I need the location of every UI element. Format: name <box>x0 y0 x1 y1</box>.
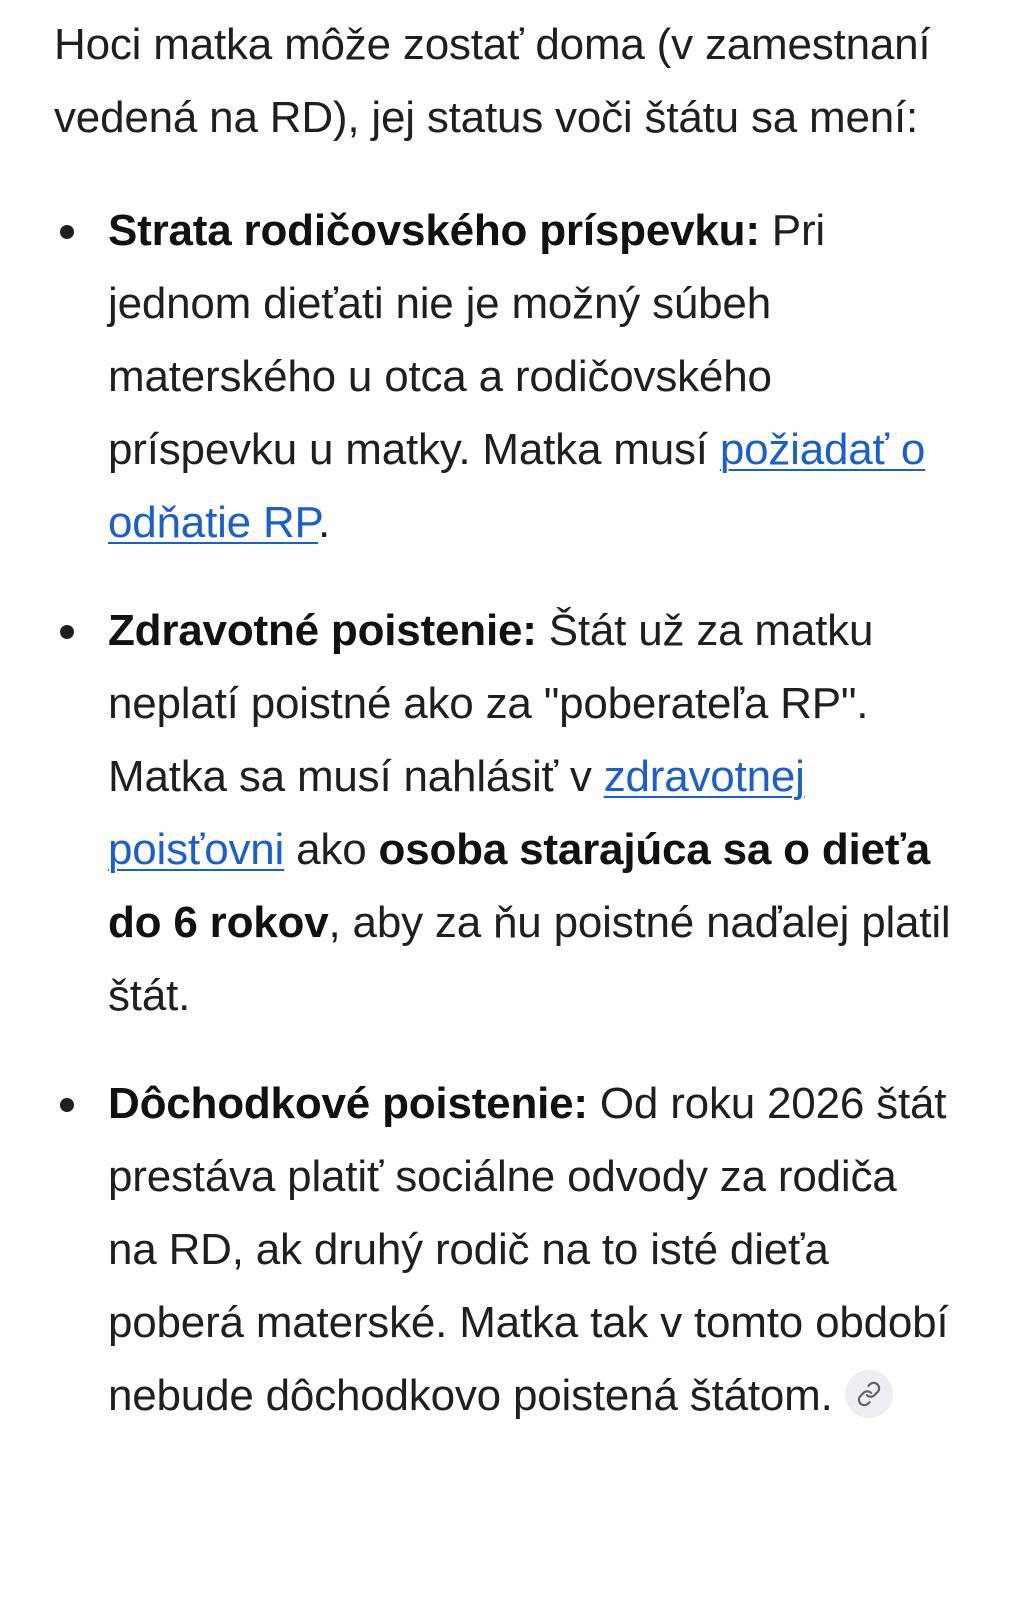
answer-content <box>54 8 954 1467</box>
item-term: Zdravotné poistenie: <box>108 606 537 655</box>
link-icon <box>856 1381 882 1407</box>
item-strong-text: osoba starajúca sa o dieťa do 6 rokov <box>108 825 930 947</box>
item-text-end: . <box>318 498 331 547</box>
item-term: Dôchodkové poistenie: <box>108 1079 588 1128</box>
item-term: Strata rodičovského príspevku: <box>108 206 760 255</box>
bullet-list <box>54 194 954 1432</box>
health-insurer-link[interactable]: zdravotnej poisťovni <box>108 752 805 874</box>
bullet-dot <box>60 1098 74 1112</box>
item-text: Pri jednom dieťati nie je možný súbeh materského u otca a rodičovského príspevku u matky. Matka musí <box>108 206 825 474</box>
list-item-parental-allowance <box>54 194 954 559</box>
item-text: Štát už za matku neplatí poistné ako za "poberateľa RP". Matka sa musí nahlásiť v <box>108 606 874 801</box>
item-text-mid: ako <box>284 825 379 874</box>
item-text-end: , aby za ňu poistné naďalej platil štát. <box>108 898 951 1020</box>
list-item-health-insurance <box>54 594 954 1032</box>
source-link-button[interactable] <box>845 1370 893 1418</box>
list-item-pension-insurance <box>54 1067 954 1432</box>
bullet-dot <box>60 625 74 639</box>
intro-paragraph: Hoci matka môže zostať doma (v zamestnaní vedená na RD), jej status voči štátu sa mení: <box>54 20 931 142</box>
bullet-dot <box>60 225 74 239</box>
item-text: Od roku 2026 štát prestáva platiť sociálne odvody za rodiča na RD, ak druhý rodič na to isté dieťa poberá materské. Matka tak v tomto období nebude dôchodkovo poistená štátom. <box>108 1079 949 1420</box>
request-withdrawal-link[interactable]: požiadať o odňatie RP <box>108 425 926 547</box>
